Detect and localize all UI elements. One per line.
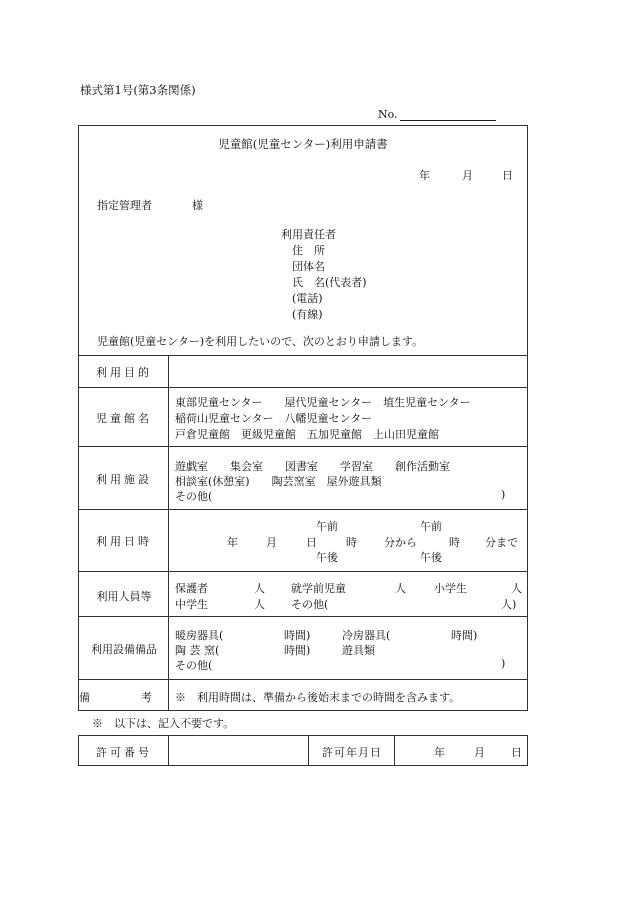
datetime-month[interactable]: 月 — [266, 536, 277, 549]
datetime-day[interactable]: 日 — [306, 536, 317, 549]
equipment-kiln-hours: 時間) — [284, 644, 311, 657]
equipment-cooler-hours: 時間) — [451, 629, 478, 642]
people-junior[interactable]: 中学生 — [175, 598, 208, 611]
facility-label: 利用施設 — [96, 473, 152, 486]
permit-year[interactable]: 年 — [434, 746, 445, 759]
facility-options-line2[interactable]: 相談室(休憩室) 陶芸窯室 屋外遊具類 — [175, 475, 382, 488]
people-elementary[interactable]: 小学生 — [434, 582, 467, 595]
form-label: 様式第1号(第3条関係) — [80, 83, 196, 97]
row-divider — [79, 387, 527, 388]
datetime-min-from[interactable]: 分から — [384, 536, 417, 549]
datetime-am2[interactable]: 午前 — [420, 520, 442, 533]
permit-number-field[interactable] — [171, 739, 305, 763]
permit-month[interactable]: 月 — [474, 746, 485, 759]
equipment-kiln[interactable]: 陶 芸 窯( — [175, 644, 220, 657]
applicant-name[interactable]: 氏 名(代表者) — [292, 276, 367, 289]
addressee-suffix: 様 — [192, 199, 203, 212]
date-day[interactable]: 日 — [502, 169, 513, 182]
equipment-other-open[interactable]: その他( — [175, 659, 213, 672]
permit-date-label: 許可年月日 — [322, 746, 382, 759]
people-preschool[interactable]: 就学前児童 — [291, 582, 346, 595]
date-year[interactable]: 年 — [419, 169, 430, 182]
permit-table — [78, 735, 528, 766]
people-preschool-unit: 人 — [395, 582, 406, 595]
row-divider — [79, 571, 527, 572]
request-statement: 児童館(児童センター)を利用したいので、次のとおり申請します。 — [97, 335, 424, 348]
people-guardian[interactable]: 保護者 — [175, 582, 208, 595]
row-divider — [79, 355, 527, 356]
equipment-heater[interactable]: 暖房器具( — [175, 629, 224, 642]
row-divider — [79, 679, 527, 680]
people-junior-unit: 人 — [254, 598, 265, 611]
hall-label: 児童館名 — [96, 412, 152, 425]
facility-other-close: ) — [501, 488, 506, 501]
purpose-field[interactable] — [171, 359, 525, 385]
hall-options-line3[interactable]: 戸倉児童館 更級児童館 五加児童館 上山田児童館 — [175, 428, 439, 441]
form-number-field[interactable] — [378, 108, 496, 121]
datetime-year[interactable]: 年 — [227, 536, 238, 549]
datetime-am1[interactable]: 午前 — [316, 520, 338, 533]
row-divider — [79, 616, 527, 617]
equipment-label: 利用設備備品 — [91, 643, 157, 656]
people-other-open[interactable]: その他( — [291, 598, 329, 611]
permit-number-label: 許可番号 — [96, 746, 152, 759]
remarks-text: ※ 利用時間は、準備から後始末までの時間を含みます。 — [175, 691, 461, 704]
applicant-address[interactable]: 住 所 — [292, 244, 325, 257]
applicant-phone[interactable]: (電話) — [292, 292, 323, 305]
note-below: ※ 以下は、記入不要です。 — [92, 717, 235, 730]
row-divider — [79, 509, 527, 510]
facility-other-open[interactable]: その他( — [175, 490, 213, 503]
people-elementary-unit: 人 — [511, 582, 522, 595]
form-number-line — [400, 108, 496, 121]
form-number-label: No. — [378, 108, 398, 121]
people-label: 利用人員等 — [96, 590, 152, 603]
datetime-hour1[interactable]: 時 — [346, 536, 357, 549]
equipment-playground[interactable]: 遊具類 — [342, 644, 375, 657]
applicant-heading: 利用責任者 — [281, 228, 336, 241]
hall-options-line2[interactable]: 稲荷山児童センター 八幡児童センター — [175, 412, 373, 425]
people-other-close: 人) — [501, 598, 517, 611]
datetime-hour2[interactable]: 時 — [449, 536, 460, 549]
equipment-heater-hours: 時間) — [284, 629, 311, 642]
datetime-pm2[interactable]: 午後 — [420, 551, 442, 564]
equipment-cooler[interactable]: 冷房器具( — [342, 629, 391, 642]
permit-day[interactable]: 日 — [511, 746, 522, 759]
applicant-wired[interactable]: (有線) — [292, 308, 323, 321]
datetime-label: 利用日時 — [96, 535, 152, 548]
remarks-label: 備 考 — [79, 691, 172, 704]
people-guardian-unit: 人 — [254, 582, 265, 595]
purpose-label: 利用目的 — [96, 366, 152, 379]
form-title: 児童館(児童センター)利用申請書 — [218, 137, 388, 151]
facility-options-line1[interactable]: 遊戯室 集会室 図書室 学習室 創作活動室 — [175, 460, 450, 473]
datetime-min-until[interactable]: 分まで — [485, 536, 518, 549]
addressee: 指定管理者 — [97, 199, 152, 212]
hall-options-line1[interactable]: 東部児童センター 屋代児童センター 埴生児童センター — [175, 396, 471, 409]
equipment-other-close: ) — [501, 657, 506, 670]
row-divider — [79, 446, 527, 447]
datetime-pm1[interactable]: 午後 — [316, 551, 338, 564]
applicant-group[interactable]: 団体名 — [292, 260, 325, 273]
application-form — [78, 125, 528, 711]
date-month[interactable]: 月 — [462, 169, 473, 182]
